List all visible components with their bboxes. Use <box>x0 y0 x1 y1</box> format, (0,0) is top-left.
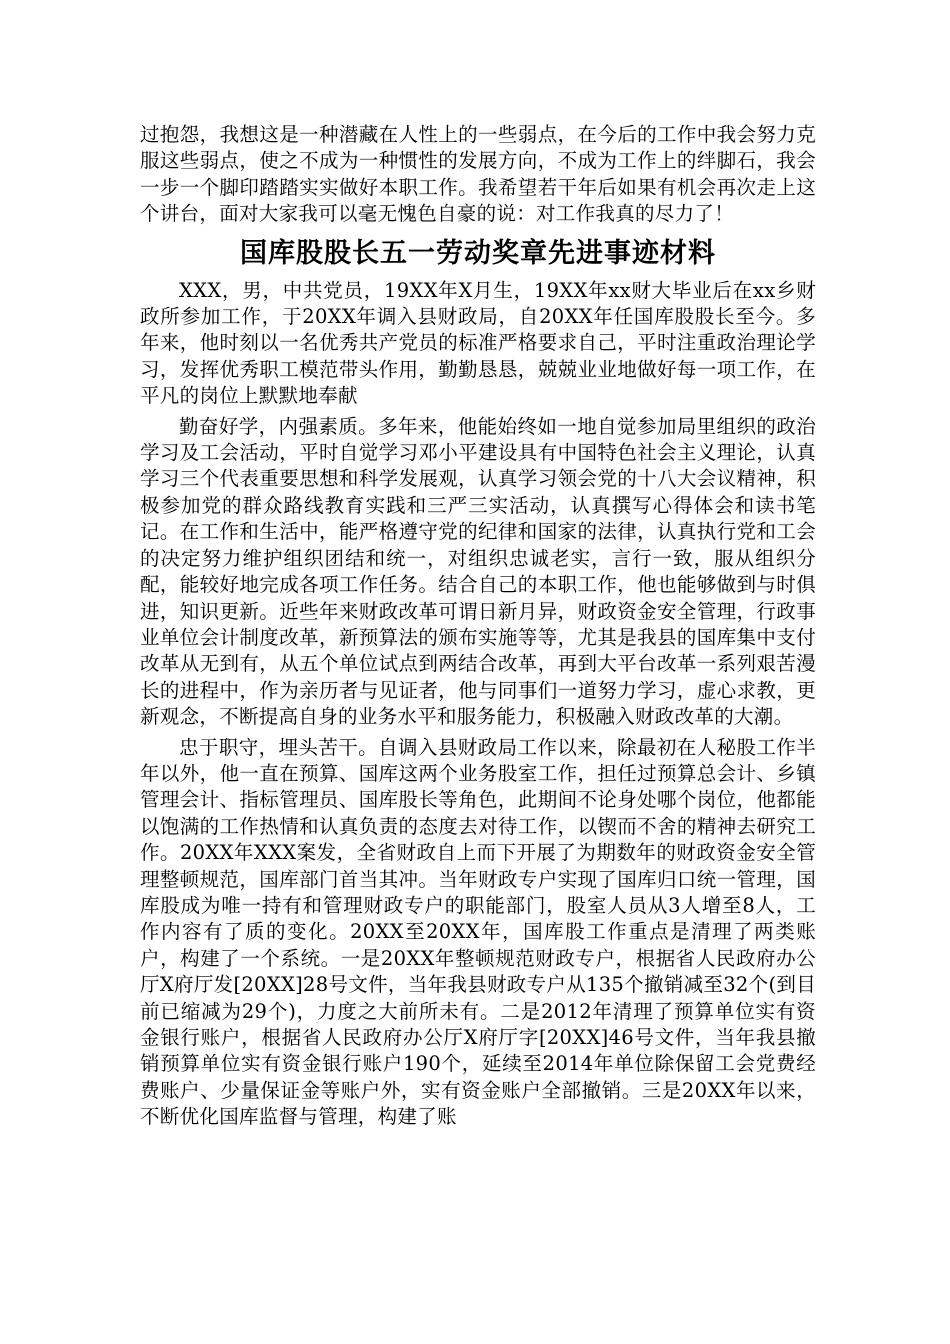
document-body <box>140 122 816 1131</box>
document-title: 国库股股长五一劳动奖章先进事迹材料 <box>240 237 716 269</box>
intro-paragraph: 过抱怨，我想这是一种潜藏在人性上的一些弱点，在今后的工作中我会努力克服这些弱点，使之不成为一种惯性的发展方向，不成为工作上的绊脚石，我会一步一个脚印踏踏实实做好本职工作。我希望若干年后如果有机会再次走上这个讲台，面对大家我可以毫无愧色自豪的说：对工作我真的尽力了！ <box>140 123 816 226</box>
paragraph-study: 勤奋好学，内强素质。多年来，他能始终如一地自觉参加局里组织的政治学习及工会活动，平时自觉学习邓小平建设具有中国特色社会主义理论，认真学习三个代表重要思想和科学发展观，认真学习领会党的十八大会议精神，积极参加党的群众路线教育实践和三严三实活动，认真撰写心得体会和读书笔记。在工作和生活中，能严格遵守党的纪律和国家的法律，认真执行党和工会的决定努力维护组织团结和统一，对组织忠诚老实，言行一致，服从组织分配，能较好地完成各项工作任务。结合自己的本职工作，他也能够做到与时俱进，知识更新。近些年来财政改革可谓日新月异，财政资金安全管理，行政事业单位会计制度改革，新预算法的颁布实施等等，尤其是我县的国库集中支付改革从无到有，从五个单位试点到两结合改革，再到大平台改革一系列艰苦漫长的进程中，作为亲历者与见证者，他与同事们一道努力学习，虚心求教，更新观念，不断提高自身的业务水平和服务能力，积极融入财政改革的大潮。 <box>140 414 816 729</box>
paragraph-duty: 忠于职守，埋头苦干。自调入县财政局工作以来，除最初在人秘股工作半年以外，他一直在预算、国库这两个业务股室工作，担任过预算总会计、乡镇管理会计、指标管理员、国库股长等角色，此期间不论身处哪个岗位，他都能以饱满的工作热情和认真负责的态度去对待工作，以锲而不舍的精神去研究工作。20XX年XXX案发，全省财政自上而下开展了为期数年的财政资金安全管理整顿规范，国库部门首当其冲。当年财政专户实现了国库归口统一管理，国库股成为唯一持有和管理财政专户的职能部门，股室人员从3人增至8人，工作内容有了质的变化。20XX至20XX年，国库股工作重点是清理了两类账户，构建了一个系统。一是20XX年整顿规范财政专户，根据省人民政府办公厅X府厅发[20XX]28号文件，当年我县财政专户从135个撤销减至32个(到目前已缩减为29个)，力度之大前所未有。二是2012年清理了预算单位实有资金银行账户，根据省人民政府办公厅X府厅字[20XX]46号文件，当年我县撤销预算单位实有资金银行账户190个，延续至2014年单位除保留工会党费经费账户、少量保证金等账户外，实有资金账户全部撤销。三是20XX年以来，不断优化国库监督与管理，构建了账 <box>140 735 816 1129</box>
paragraph-profile: XXX，男，中共党员，19XX年X月生，19XX年xx财大毕业后在xx乡财政所参加工作，于20XX年调入县财政局，自20XX年任国库股股长至今。多年来，他时刻以一名优秀共产党员的标准严格要求自己，平时注重政治理论学习，发挥优秀职工模范带头作用，勤勤恳恳，兢兢业业地做好每一项工作，在平凡的岗位上默默地奉献 <box>140 278 816 408</box>
